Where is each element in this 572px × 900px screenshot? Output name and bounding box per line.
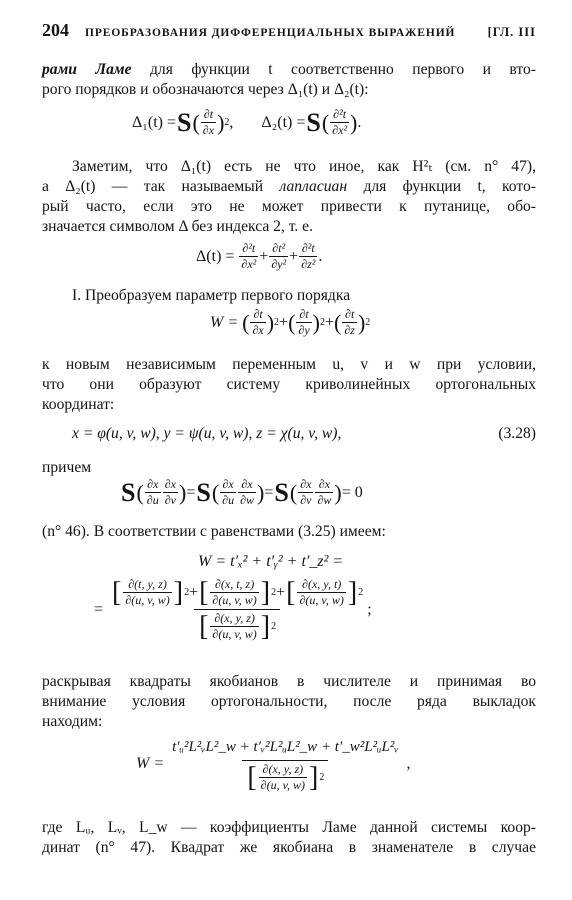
text-line-16: где Lᵤ, Lᵥ, L_w — коэффициенты Ламе данной системы коор-: [42, 819, 536, 836]
text-line-6: значается символом Δ без индекса 2, т. е.: [42, 218, 313, 235]
text-line-5: рый часто, если это не может привести к путанице, обо-: [42, 198, 536, 215]
text-line-7: I. Преобразуем параметр первого порядка: [72, 287, 351, 304]
running-header: [42, 20, 536, 41]
equation-tag-3-28: (3.28): [498, 425, 536, 442]
equation-W-jacobians: = [ $\frac{\partial(t, y, z)}{\partial(u, v, w)}$ ] 2 + [ $\frac{\partial(x, t, z)}{\partial(u, v, w)}$ ] 2 + [ $\frac{\partial(x, y, t)}{\partial(u, v, w)}$ ] 2 [ $\frac{\partial(x, y, z)}{\partial(u, v, w)}$ ] 2 ;: [94, 576, 372, 642]
equation-orthogonality: S ( $\frac{\partial x}{\partial u}$ $\frac{\partial x}{\partial v}$ ) = S ( $\frac{\partial x}{\partial u}$ $\frac{\partial x}{\partial w}$ ) = S ( $\frac{\partial x}{\partial v}$ $\frac{\partial x}{\partial w}$ ) = 0: [121, 477, 363, 507]
equation-delta1-delta2: Δ₁(t) = S ( $\frac{\partial t}{\partial x}$ ) 2 , Δ₂(t) = S ( $\frac{\text{∂²t}}{\text{∂x²}}$ ) .: [132, 107, 362, 137]
text-line-8: к новым независимым переменным u, v и w при условии,: [42, 356, 536, 373]
eq-delta1-lhs: Δ₁(t) =: [132, 113, 176, 131]
text-line-4: а Δ₂(t) — так называемый лапласиан для функции t, кото-: [42, 178, 536, 195]
equation-W: W = ( $\frac{\partial t}{\partial x}$ ) 2 + ( $\frac{\partial t}{\partial y}$ ) 2 + ( $\frac{\partial t}{\partial z}$ ) 2: [210, 307, 371, 337]
text-line-9: что они образуют систему криволинейных ортогональных: [42, 376, 536, 393]
text-line-14: внимание условия ортогональности, после ряда выкладок: [42, 693, 536, 710]
equation-coordinates: x = φ(u, v, w), y = ψ(u, v, w), z = χ(u, v, w),: [72, 425, 342, 442]
text-line-17: динат (n° 47). Квадрат же якобиана в знаменателе в случае: [42, 839, 536, 856]
equation-laplacian: Δ(t) = $\frac{\text{∂²t}}{\text{∂x²}}$ + $\frac{\text{∂t²}}{\text{∂y²}}$ + $\frac{\text{∂²t}}{\text{∂z²}}$ .: [196, 241, 323, 271]
chapter-marker: [ГЛ. III: [487, 25, 536, 39]
text-line-1: рами Ламе для функции t соответственно первого и вто-: [42, 61, 537, 78]
running-title: ПРЕОБРАЗОВАНИЯ ДИФФЕРЕНЦИАЛЬНЫХ ВЫРАЖЕНИЙ: [85, 27, 456, 39]
page-number: 204: [42, 20, 69, 40]
sum-symbol: S: [177, 107, 192, 137]
equation-W-expansion-line1: W = t′ₓ² + t′ᵧ² + t′_z² =: [198, 553, 344, 570]
eq-delta2-lhs: Δ₂(t) =: [261, 113, 306, 131]
text-line-12: (n° 46). В соответствии с равенствами (3.25) имеем:: [42, 523, 386, 540]
text-line-11: причем: [42, 459, 92, 476]
text-line-15: находим:: [42, 713, 103, 730]
sum-symbol: S: [306, 107, 321, 137]
equation-W-lame: W = t′ᵤ²L²ᵥL²_w + t′ᵥ²L²ᵤL²_w + t′_w²L²ᵤL²ᵥ [ $\frac{\partial(x, y, z)}{\partial(u, v, w)}$ ] 2 ,: [136, 739, 411, 793]
text-line-2: рого порядков и обозначаются через Δ₁(t) и Δ₂(t):: [42, 81, 369, 98]
text-line-10: координат:: [42, 396, 115, 413]
text-line-3: Заметим, что Δ₁(t) есть не что иное, как H²ₜ (см. n° 47),: [72, 158, 536, 175]
text-line-13: раскрывая квадраты якобианов в числителе и принимая во: [42, 673, 536, 690]
